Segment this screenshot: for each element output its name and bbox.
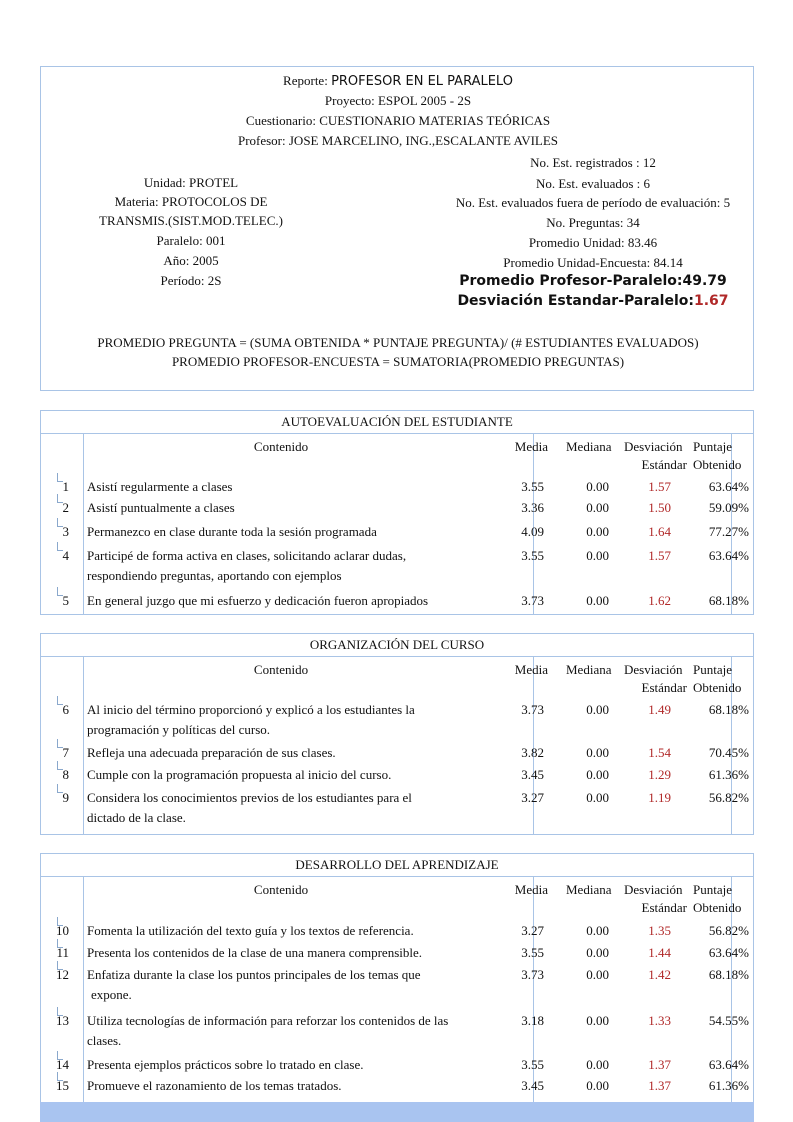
puntaje-value: 63.64%	[708, 479, 749, 494]
column-header-estandar: Estándar	[641, 680, 687, 695]
promedio-profesor-line: Promedio Profesor-Paralelo:49.79	[459, 273, 727, 289]
mediana-value: 0.00	[586, 479, 609, 494]
question-number: 8	[62, 767, 69, 782]
question-text: En general juzgo que mi esfuerzo y dedicación fueron apropiados	[87, 593, 429, 608]
profesor-line: Profesor: JOSE MARCELINO, ING.,ESCALANTE AVILES	[237, 133, 559, 148]
column-header-estandar: Estándar	[641, 457, 687, 472]
mediana-value: 0.00	[586, 945, 609, 960]
desviacion-value: 1.29	[648, 767, 671, 782]
desviacion-value: 1.19	[648, 790, 671, 805]
question-text-cont: clases.	[87, 1033, 122, 1048]
column-header-mediana: Mediana	[566, 882, 612, 897]
desviacion-line	[433, 293, 753, 309]
puntaje-value: 56.82%	[708, 790, 749, 805]
puntaje-value: 68.18%	[708, 702, 749, 717]
desviacion-value: 1.67	[694, 293, 729, 309]
formula-promedio-profesor: PROMEDIO PROFESOR-ENCUESTA = SUMATORIA(PROMEDIO PREGUNTAS)	[171, 354, 625, 369]
section-table	[40, 853, 754, 1103]
question-number: 11	[56, 945, 69, 960]
column-header-desviacion: Desviación	[624, 882, 683, 897]
column-divider	[83, 434, 84, 614]
column-header-media: Media	[514, 882, 548, 897]
promedio-unidad-encuesta-line: Promedio Unidad-Encuesta: 84.14	[503, 255, 683, 270]
footer-bar	[40, 1102, 754, 1122]
question-number: 12	[56, 967, 69, 982]
column-header-contenido: Contenido	[253, 439, 309, 454]
media-value: 3.18	[521, 1013, 544, 1028]
question-number: 3	[62, 524, 69, 539]
section-table	[40, 633, 754, 835]
question-number: 1	[62, 479, 69, 494]
media-value: 3.45	[521, 767, 544, 782]
media-value: 3.55	[521, 479, 544, 494]
desviacion-value: 1.44	[648, 945, 671, 960]
question-text-cont: dictado de la clase.	[87, 810, 186, 825]
desviacion-value: 1.64	[648, 524, 671, 539]
desviacion-value: 1.62	[648, 593, 671, 608]
media-value: 3.55	[521, 548, 544, 563]
question-number: 2	[62, 500, 69, 515]
puntaje-value: 61.36%	[708, 767, 749, 782]
mediana-value: 0.00	[586, 1078, 609, 1093]
section-title: ORGANIZACIÓN DEL CURSO	[41, 634, 753, 657]
column-header-media: Media	[514, 662, 548, 677]
mediana-value: 0.00	[586, 745, 609, 760]
media-value: 3.82	[521, 745, 544, 760]
column-header-contenido: Contenido	[253, 882, 309, 897]
mediana-value: 0.00	[586, 548, 609, 563]
question-text-cont: respondiendo preguntas, aportando con ejemplos	[87, 568, 342, 583]
mediana-value: 0.00	[586, 702, 609, 717]
registrados-line: No. Est. registrados : 12	[530, 155, 656, 170]
column-divider	[83, 877, 84, 1102]
media-value: 3.27	[521, 923, 544, 938]
puntaje-value: 59.09%	[708, 500, 749, 515]
evaluados-line: No. Est. evaluados : 6	[535, 176, 651, 191]
column-header-mediana: Mediana	[566, 662, 612, 677]
cuestionario-line: Cuestionario: CUESTIONARIO MATERIAS TEÓRICAS	[245, 113, 551, 128]
question-number: 15	[56, 1078, 69, 1093]
question-text: Permanezco en clase durante toda la sesión programada	[87, 524, 377, 539]
question-text: Cumple con la programación propuesta al inicio del curso.	[87, 767, 392, 782]
proyecto-line: Proyecto: ESPOL 2005 - 2S	[324, 93, 472, 108]
question-text: Asistí puntualmente a clases	[87, 500, 235, 515]
desviacion-value: 1.50	[648, 500, 671, 515]
desviacion-value: 1.37	[648, 1057, 671, 1072]
materia-line-2: TRANSMIS.(SIST.MOD.TELEC.)	[99, 213, 283, 228]
puntaje-value: 68.18%	[708, 593, 749, 608]
column-header-estandar: Estándar	[641, 900, 687, 915]
report-title	[41, 73, 755, 89]
desviacion-value: 1.35	[648, 923, 671, 938]
desviacion-label: Desviación Estandar-Paralelo:	[457, 293, 694, 309]
desviacion-value: 1.57	[648, 479, 671, 494]
media-value: 3.73	[521, 702, 544, 717]
question-number: 7	[62, 745, 69, 760]
column-header-contenido: Contenido	[253, 662, 309, 677]
column-header-media: Media	[514, 439, 548, 454]
column-header-puntaje: Puntaje	[693, 662, 732, 677]
column-header-desviacion: Desviación	[624, 662, 683, 677]
report-title-value: PROFESOR EN EL PARALELO	[331, 74, 513, 89]
mediana-value: 0.00	[586, 923, 609, 938]
question-text: Asistí regularmente a clases	[87, 479, 233, 494]
question-text: Al inicio del término proporcionó y explicó a los estudiantes la	[87, 702, 415, 717]
puntaje-value: 70.45%	[708, 745, 749, 760]
formula-promedio-pregunta: PROMEDIO PREGUNTA = (SUMA OBTENIDA * PUNTAJE PREGUNTA)/ (# ESTUDIANTES EVALUADOS)	[97, 335, 699, 350]
preguntas-line: No. Preguntas: 34	[546, 215, 640, 230]
mediana-value: 0.00	[586, 593, 609, 608]
column-header-obtenido: Obtenido	[693, 900, 742, 915]
question-text-cont: expone.	[91, 987, 132, 1002]
question-text: Refleja una adecuada preparación de sus clases.	[87, 745, 336, 760]
report-header	[40, 66, 754, 391]
anio-line: Año: 2005	[163, 253, 219, 268]
puntaje-value: 63.64%	[708, 548, 749, 563]
question-text: Considera los conocimientos previos de los estudiantes para el	[87, 790, 412, 805]
column-divider	[83, 657, 84, 834]
puntaje-value: 54.55%	[708, 1013, 749, 1028]
desviacion-value: 1.54	[648, 745, 671, 760]
periodo-line: Período: 2S	[160, 273, 222, 288]
question-text: Fomenta la utilización del texto guía y los textos de referencia.	[87, 923, 414, 938]
section-title: DESARROLLO DEL APRENDIZAJE	[41, 854, 753, 877]
media-value: 4.09	[521, 524, 544, 539]
mediana-value: 0.00	[586, 500, 609, 515]
media-value: 3.45	[521, 1078, 544, 1093]
column-header-obtenido: Obtenido	[693, 457, 742, 472]
column-header-mediana: Mediana	[566, 439, 612, 454]
desviacion-value: 1.42	[648, 967, 671, 982]
puntaje-value: 61.36%	[708, 1078, 749, 1093]
desviacion-value: 1.49	[648, 702, 671, 717]
question-text: Participé de forma activa en clases, solicitando aclarar dudas,	[87, 548, 407, 563]
puntaje-value: 63.64%	[708, 1057, 749, 1072]
promedio-unidad-line: Promedio Unidad: 83.46	[528, 235, 658, 250]
puntaje-value: 68.18%	[708, 967, 749, 982]
question-text: Enfatiza durante la clase los puntos principales de los temas que	[87, 967, 421, 982]
question-number: 9	[62, 790, 69, 805]
media-value: 3.36	[521, 500, 544, 515]
mediana-value: 0.00	[586, 1057, 609, 1072]
question-text: Utiliza tecnologías de información para reforzar los contenidos de las	[87, 1013, 449, 1028]
desviacion-value: 1.37	[648, 1078, 671, 1093]
report-title-label: Reporte:	[283, 73, 328, 88]
materia-line-1: Materia: PROTOCOLOS DE	[114, 194, 268, 209]
puntaje-value: 56.82%	[708, 923, 749, 938]
media-value: 3.73	[521, 967, 544, 982]
question-number: 4	[62, 548, 69, 563]
mediana-value: 0.00	[586, 524, 609, 539]
puntaje-value: 77.27%	[708, 524, 749, 539]
puntaje-value: 63.64%	[708, 945, 749, 960]
section-table	[40, 410, 754, 615]
question-text: Promueve el razonamiento de los temas tratados.	[87, 1078, 342, 1093]
column-header-desviacion: Desviación	[624, 439, 683, 454]
media-value: 3.73	[521, 593, 544, 608]
section-title: AUTOEVALUACIÓN DEL ESTUDIANTE	[41, 411, 753, 434]
question-text: Presenta ejemplos prácticos sobre lo tratado en clase.	[87, 1057, 364, 1072]
desviacion-value: 1.57	[648, 548, 671, 563]
question-number: 13	[56, 1013, 69, 1028]
question-text-cont: programación y políticas del curso.	[87, 722, 271, 737]
column-header-obtenido: Obtenido	[693, 680, 742, 695]
question-text: Presenta los contenidos de la clase de una manera comprensible.	[87, 945, 422, 960]
unidad-line: Unidad: PROTEL	[143, 175, 239, 190]
question-number: 14	[56, 1057, 69, 1072]
question-number: 5	[62, 593, 69, 608]
mediana-value: 0.00	[586, 967, 609, 982]
media-value: 3.55	[521, 945, 544, 960]
mediana-value: 0.00	[586, 767, 609, 782]
column-header-puntaje: Puntaje	[693, 882, 732, 897]
question-number: 6	[62, 702, 69, 717]
mediana-value: 0.00	[586, 1013, 609, 1028]
mediana-value: 0.00	[586, 790, 609, 805]
fuera-periodo-line: No. Est. evaluados fuera de período de evaluación: 5	[455, 195, 731, 210]
media-value: 3.55	[521, 1057, 544, 1072]
media-value: 3.27	[521, 790, 544, 805]
paralelo-line: Paralelo: 001	[156, 233, 226, 248]
question-number: 10	[56, 923, 69, 938]
desviacion-value: 1.33	[648, 1013, 671, 1028]
column-header-puntaje: Puntaje	[693, 439, 732, 454]
